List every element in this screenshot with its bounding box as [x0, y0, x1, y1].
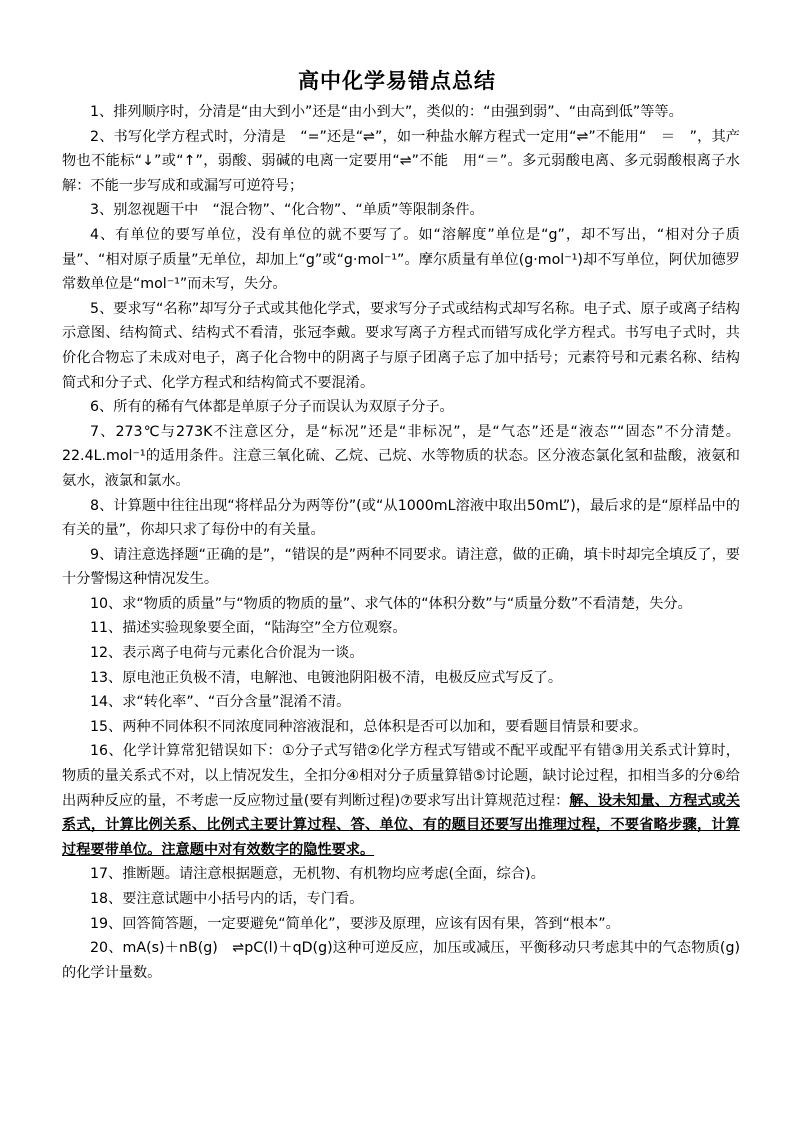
list-item: 19、回答简答题，一定要避免“简单化”，要涉及原理，应该有因有果，答到“根本”。	[90, 915, 620, 932]
list-item: 3、别忽视题干中 “混合物”、“化合物”、“单质”等限制条件。	[90, 202, 484, 219]
list-item: 17、推断题。请注意根据题意，无机物、有机物均应考虑(全面，综合)。	[90, 866, 545, 883]
list-item: 9、请注意选择题“正确的是”，“错误的是”两种不同要求。请注意，做的正确，填卡时却完全填反了，要十分警惕这种情况发生。	[62, 546, 740, 588]
list-item: 8、计算题中往往出现“将样品分为两等份”(或“从1000mL溶液中取出50mL”)，最后求的是“原样品中的有关的量”，你却只求了每份中的有关量。	[62, 497, 740, 539]
list-item: 6、所有的稀有气体都是单原子分子而误认为双原子分子。	[90, 399, 454, 416]
list-item: 13、原电池正负极不清，电解池、电镀池阴阳极不清，电极反应式写反了。	[90, 669, 563, 686]
list-item: 1、排列顺序时，分清是“由大到小”还是“由小到大”，类似的：“由强到弱”、“由高到低”等等。	[90, 104, 683, 120]
item16-emphasis: 解、设未知量、方程式或关系式，计算比例关系、比例式主要计算过程、答、单位、有的题目还要写出推理过程，不要省略步骤，计算过程要带单位。注意题中对有效数字的隐性要求。	[62, 792, 740, 858]
list-item: 4、有单位的要写单位，没有单位的就不要写了。如“溶解度”单位是“g”，却不写出，“相对分子质量”、“相对原子质量”无单位，却加上“g”或“g·mol⁻¹”。摩尔质量有单位(g·mol⁻¹)却不写单位，阿伏加德罗常数单位是“mol⁻¹”而未写，失分。	[62, 226, 740, 293]
document-title: 高中化学易错点总结	[298, 68, 496, 93]
document-body	[62, 100, 740, 985]
list-item-16	[62, 739, 740, 862]
list-item: 7、273℃与273K不注意区分，是“标况”还是“非标况”，是“气态”还是“液态”“固态”不分清楚。22.4L.mol⁻¹的适用条件。注意三氧化硫、乙烷、己烷、水等物质的状态。区分液态氯化氢和盐酸，液氨和氨水，液氯和氯水。	[62, 423, 740, 489]
list-item: 5、要求写“名称”却写分子式或其他化学式，要求写分子式或结构式却写名称。电子式、原子或离子结构示意图、结构简式、结构式不看清，张冠李戴。要求写离子方程式而错写成化学方程式。书写电子式时，共价化合物忘了未成对电子，离子化合物中的阴离子与原子团离子忘了加中括号；元素符号和元素名称、结构简式和分子式、化学方程式和结构简式不要混淆。	[62, 300, 740, 391]
list-item: 10、求“物质的质量”与“物质的物质的量”、求气体的“体积分数”与“质量分数”不看清楚，失分。	[90, 595, 692, 612]
list-item: 15、两种不同体积不同浓度同种溶液混和，总体积是否可以加和，要看题目情景和要求。	[90, 718, 648, 735]
list-item: 14、求“转化率”、“百分含量”混淆不清。	[90, 694, 351, 711]
list-item: 11、描述实验现象要全面，“陆海空”全方位观察。	[90, 620, 407, 637]
list-item: 2、书写化学方程式时，分清是 “=”还是“⇌”，如一种盐水解方程式一定用“⇌”不能用“ ＝ ”，其产物也不能标“↓”或“↑”，弱酸、弱碱的电离一定要用“⇌”不能 用“＝”。多元弱酸电离、多元弱酸根离子水解：不能一步写成和或漏写可逆符号；	[62, 128, 740, 194]
item16-text: 16、化学计算常犯错误如下：①分子式写错②化学方程式写错或不配平或配平有错③用关系式计算时，物质的量关系式不对，以上情况发生，全扣分④相对分子质量算错⑤讨论题，缺讨论过程，扣相当多的分⑥给出两种反应的量，不考虑一反应物过量(要有判断过程)⑦要求写出计算规范过程：	[62, 743, 740, 809]
list-item: 20、mA(s)＋nB(g) ⇌pC(l)＋qD(g)这种可逆反应，加压或减压，平衡移动只考虑其中的气态物质(g)的化学计量数。	[62, 940, 740, 981]
list-item: 12、表示离子电荷与元素化合价混为一谈。	[90, 645, 364, 662]
list-item: 18、要注意试题中小括号内的话，专门看。	[90, 891, 364, 907]
